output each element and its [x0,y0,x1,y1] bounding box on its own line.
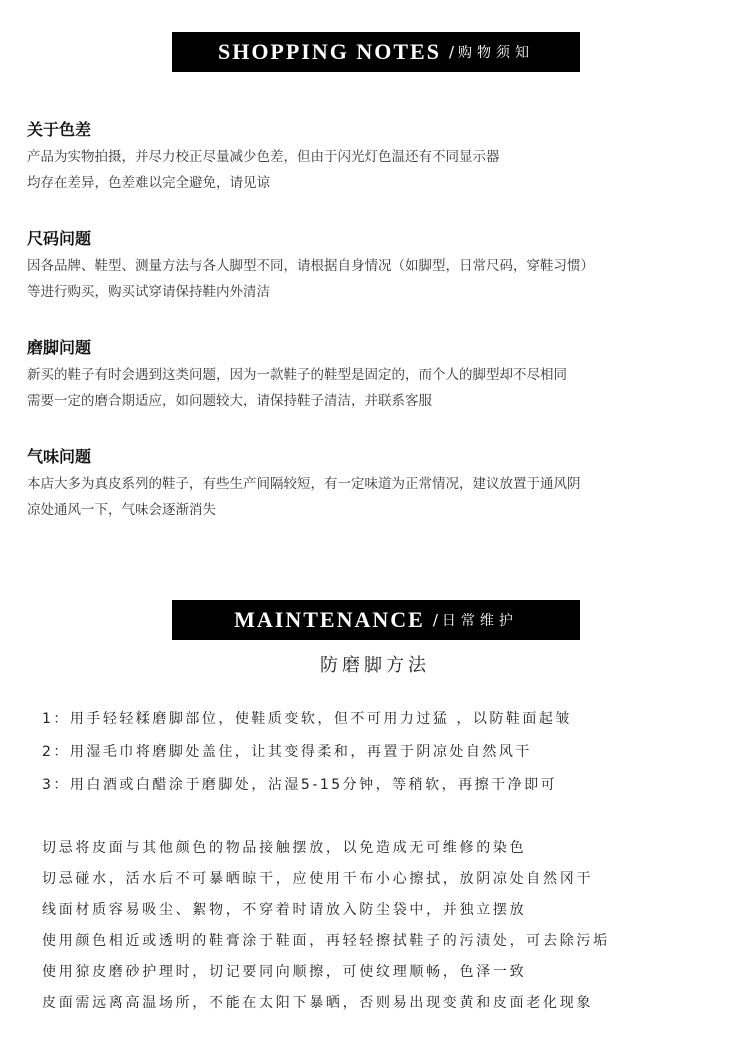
banner-title-cn: 购物须知 [458,45,535,61]
note-text: 凉处通风一下，气味会逐渐消失 [27,502,216,518]
note-text: 新买的鞋子有时会遇到这类问题，因为一款鞋子的鞋型是固定的，而个人的脚型却不尽相同 [27,367,567,383]
note-text: 产品为实物拍摄，并尽力校正尽量减少色差，但由于闪光灯色温还有不同显示器 [27,149,500,165]
note-title: 气味问题 [27,447,92,466]
note-text: 本店大多为真皮系列的鞋子，有些生产间隔较短，有一定味道为正常情况，建议放置于通风阴 [27,476,581,492]
note-text: 因各品牌、鞋型、测量方法与各人脚型不同，请根据自身情况（如脚型，日常尺码，穿鞋习惯） [27,258,594,274]
note-odor [27,443,742,523]
note-color-difference [27,116,742,196]
shopping-notes-list [27,116,742,552]
note-blister [27,334,742,414]
banner-title-en: SHOPPING NOTES [217,39,441,64]
banner-separator: / [448,43,455,61]
note-text: 等进行购买，购买试穿请保持鞋内外清洁 [27,284,270,300]
method-step: 3：用白酒或白醋涂于磨脚处，沾湿5-15分钟，等稍软，再擦干净即可 [42,777,558,793]
note-title: 关于色差 [27,120,92,139]
note-text: 需要一定的磨合期适应，如问题较大，请保持鞋子清洁，并联系客服 [27,393,432,409]
note-title: 磨脚问题 [27,338,92,357]
method-step: 1：用手轻轻糅磨脚部位，使鞋质变软，但不可用力过猛 ，以防鞋面起皱 [42,711,572,727]
banner-title-cn: 日常维护 [441,613,518,629]
care-tip: 线面材质容易吸尘、絮物，不穿着时请放入防尘袋中，并独立摆放 [42,902,527,918]
note-size [27,225,742,305]
maintenance-banner [172,600,580,640]
care-tip: 切忌碰水，活水后不可暴晒晾干，应使用干布小心擦拭，放阴凉处自然冈干 [42,871,594,887]
banner-separator: / [432,611,438,629]
note-title: 尺码问题 [27,229,92,248]
method-title: 防磨脚方法 [320,655,430,676]
method-step: 2：用湿毛巾将磨脚处盖住，让其变得柔和，再置于阴凉处自然风干 [42,744,532,760]
banner-title-en: MAINTENANCE [234,607,425,632]
method-steps [42,703,742,802]
care-tip: 使用颜色相近或透明的鞋膏涂于鞋面，再轻轻擦拭鞋子的污渍处，可去除污垢 [42,933,610,949]
care-tips [42,833,747,1019]
care-tip: 使用猄皮磨砂护理时，切记要同向顺擦，可使纹理顺畅，色泽一致 [42,964,527,980]
care-tip: 切忌将皮面与其他颜色的物品接触摆放，以免造成无可维修的染色 [42,840,527,856]
shopping-notes-banner [172,32,580,72]
note-text: 均存在差异，色差难以完全避免，请见谅 [27,175,270,191]
care-tip: 皮面需远离高温场所，不能在太阳下暴晒，否则易出现变黄和皮面老化现象 [42,995,594,1011]
